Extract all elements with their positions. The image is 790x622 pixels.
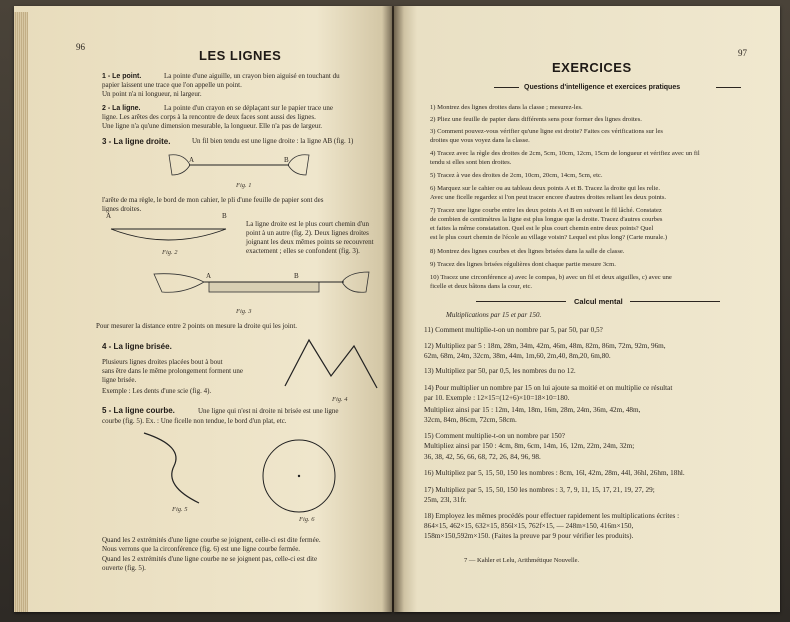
- exercise-line: 2) Pliez une feuille de papier dans différents sens pour former des lignes droites.: [430, 116, 642, 123]
- courbe-line-0: Une ligne qui n'est ni droite ni brisée est une ligne: [198, 407, 339, 415]
- open-book: [6, 6, 786, 618]
- bottom-line-2: Quand les 2 extrémités d'une ligne courbe ne se joignent pas, celle-ci est dite: [102, 555, 318, 563]
- calcul-rule-right: [630, 301, 720, 302]
- exercise-line: tendu si elles sont bien droites.: [430, 159, 512, 166]
- droite-heading: 3 - La ligne droite.: [102, 137, 171, 146]
- fig1-point-a: A: [189, 156, 195, 164]
- exercise-line: 7) Tracez une ligne courbe entre les deux points A et B en suivant le fil lâché. Constatez: [430, 207, 662, 214]
- fig2-caption: Fig. 2: [162, 249, 178, 256]
- exercise-line: 3) Comment pouvez-vous vérifier qu'une ligne est droite? Faites ces vérifications sur les: [430, 128, 664, 135]
- calcul-line: 62m, 68m, 24m, 32cm, 38m, 44m, 1m,60, 2m,40, 8m,20, 6m,80.: [424, 352, 611, 360]
- exercise-line: 8) Montrez des lignes courbes et des lignes brisées dans la salle de classe.: [430, 248, 625, 255]
- fig4-drawing: [279, 336, 379, 396]
- droite-line-1: l'arête de ma règle, le bord de mon cahier, le pli d'une feuille de papier sont des: [102, 196, 324, 204]
- fig3-drawing: [144, 268, 374, 308]
- exercise-line: 10) Tracez une circonférence a) avec le compas, b) avec un fil et deux aiguilles, c) avec une: [430, 274, 672, 281]
- page-number-left: 96: [76, 42, 85, 52]
- ligne-heading: 2 - La ligne.: [102, 105, 141, 112]
- brisee-line-1: sans être dans le même prolongement forment une: [102, 367, 243, 375]
- calcul-line: 12) Multipliez par 5 : 18m, 28m, 34m, 42m, 46m, 48m, 82m, 86m, 72m, 92m, 96m,: [424, 342, 666, 350]
- exercise-line: est le plus court chemin de l'école au village voisin? Lequel est plus long? (Carte murale.): [430, 234, 668, 241]
- exercise-line: 1) Montrez des lignes droites dans la classe ; mesurez-les.: [430, 104, 583, 111]
- exercise-line: 4) Tracez avec la règle des droites de 2cm, 5cm, 10cm, 12cm, 15cm de longueur et vérifiez avec un fil: [430, 150, 700, 157]
- courbe-heading: 5 - La ligne courbe.: [102, 406, 175, 415]
- droite-line-2: lignes droites.: [102, 205, 142, 213]
- calcul-line: 36, 38, 42, 56, 66, 68, 72, 26, 84, 96, 98.: [424, 453, 541, 461]
- calcul-rule-left: [476, 301, 566, 302]
- subtitle-rule-left: [494, 87, 519, 88]
- point-line-1: papier laissent une trace que l'on appelle un point.: [102, 81, 242, 89]
- fig3-point-a: A: [206, 272, 212, 280]
- brisee-heading: 4 - La ligne brisée.: [102, 342, 172, 351]
- ligne-line-2: Une ligne n'a qu'une dimension mesurable, la longueur. Elle n'a pas de largeur.: [102, 122, 323, 130]
- fig2-point-b: B: [222, 212, 227, 220]
- fig3-caption: Fig. 3: [236, 308, 252, 315]
- fig3-point-b: B: [294, 272, 299, 280]
- left-page: [14, 6, 392, 612]
- droite-line-0: Un fil bien tendu est une ligne droite : la ligne AB (fig. 1): [192, 137, 354, 145]
- calcul-line: 13) Multipliez par 50, par 0,5, les nombres du no 12.: [424, 367, 576, 375]
- fig2-text-0: La ligne droite est le plus court chemin d'un: [246, 220, 369, 228]
- page-edges: [14, 12, 28, 612]
- exercise-line: droites que vous voyez dans la classe.: [430, 137, 530, 144]
- point-line-2: Un point n'a ni longueur, ni largeur.: [102, 90, 202, 98]
- fig1-drawing: [164, 151, 314, 181]
- page-title: LES LIGNES: [199, 48, 282, 63]
- fig5-drawing: [124, 431, 214, 506]
- calcul-line: 864×15, 462×15, 632×15, 856l×15, 762f×15, — 248m×150, 416m×150,: [424, 522, 634, 530]
- calcul-line: 14) Pour multiplier un nombre par 15 on lui ajoute sa moitié et on multiplie ce résultat: [424, 384, 673, 392]
- calcul-line: 32cm, 84m, 86cm, 72cm, 58cm.: [424, 416, 517, 424]
- book-gutter: [382, 6, 404, 612]
- right-page: [394, 6, 780, 612]
- brisee-line-2: ligne brisée.: [102, 376, 137, 384]
- brisee-line-0: Plusieurs lignes droites placées bout à bout: [102, 358, 223, 366]
- calcul-line: 17) Multipliez par 5, 15, 50, 150 les nombres : 3, 7, 9, 11, 15, 17, 21, 19, 27, 29;: [424, 486, 655, 494]
- bottom-line-0: Quand les 2 extrémités d'une ligne courbe se joignent, celle-ci est dite fermée.: [102, 536, 321, 544]
- exercise-line: et faites la même constatation. Quel est le plus court chemin entre deux points? Quel: [430, 225, 654, 232]
- exercise-line: 6) Marquez sur le cahier ou au tableau deux points A et B. Tracez la droite qui les relie.: [430, 185, 660, 192]
- calcul-line: par 10. Exemple : 12×15=(12+6)×10=18×10=180.: [424, 394, 570, 402]
- bottom-line-3: ouverte (fig. 5).: [102, 564, 146, 572]
- page-number-right: 97: [738, 48, 747, 58]
- fig2-text-1: point à un autre (fig. 2). Deux lignes droites: [246, 229, 369, 237]
- fig5-caption: Fig. 5: [172, 506, 188, 513]
- exercises-subtitle: Questions d'intelligence et exercices pratiques: [524, 84, 681, 91]
- point-line-0: La pointe d'une aiguille, un crayon bien aiguisé en touchant du: [164, 72, 340, 80]
- fig1-point-b: B: [284, 156, 289, 164]
- courbe-line-1: courbe (fig. 5). Ex. : Une ficelle non tendue, le bord d'un plat, etc.: [102, 417, 287, 425]
- fig2-text-2: joignant les deux mêmes points se recouvrent: [246, 238, 374, 246]
- exercise-line: Avec une ficelle regardez si l'on peut tracer encore d'autres droites reliant les deux points.: [430, 194, 667, 201]
- calcul-subheading: Multiplications par 15 et par 150.: [446, 311, 542, 319]
- fig1-caption: Fig. 1: [236, 182, 252, 189]
- calcul-heading: Calcul mental: [574, 297, 623, 306]
- ligne-line-0: La pointe d'un crayon en se déplaçant sur le papier trace une: [164, 104, 333, 112]
- fig6-caption: Fig. 6: [299, 516, 315, 523]
- calcul-line: 11) Comment multiplie-t-on un nombre par 5, par 50, par 0,5?: [424, 326, 603, 334]
- exercise-line: de combien de centimètres la ligne est plus longue que la droite. Tracez d'autres courbes: [430, 216, 663, 223]
- calcul-line: 18) Employez les mêmes procédés pour effectuer rapidement les multiplications écrites :: [424, 512, 680, 520]
- calcul-line: Multipliez ainsi par 150 : 4cm, 8m, 6cm, 14m, 16, 12m, 22m, 24m, 32m;: [424, 442, 635, 450]
- fig2-text-3: exactement ; elles se confondent (fig. 3).: [246, 247, 360, 255]
- calcul-line: Multipliez ainsi par 15 : 12m, 14m, 18m, 16m, 28m, 24m, 36m, 42m, 48m,: [424, 406, 641, 414]
- fig2-point-a: A: [106, 212, 112, 220]
- exercises-title: EXERCICES: [552, 60, 632, 75]
- brisee-line-3: Exemple : Les dents d'une scie (fig. 4).: [102, 387, 212, 395]
- calcul-line: 16) Multipliez par 5, 15, 50, 150 les nombres : 8cm, 16l, 42m, 28m, 44l, 36hl, 26hm, 18hl.: [424, 469, 685, 477]
- fig4-caption: Fig. 4: [332, 396, 348, 403]
- bottom-line-1: Nous verrons que la circonférence (fig. 6) est une ligne courbe fermée.: [102, 545, 301, 553]
- fig2-drawing: [106, 221, 236, 246]
- fig6-drawing: [254, 436, 344, 516]
- exercise-line: 5) Tracez à vue des droites de 2cm, 10cm, 20cm, 14cm, 5cm, etc.: [430, 172, 603, 179]
- exercise-line: 9) Tracez des lignes brisées régulières dont chaque partie mesure 3cm.: [430, 261, 616, 268]
- calcul-line: 25m, 23l, 31fr.: [424, 496, 467, 504]
- calcul-line: 15) Comment multiplie-t-on un nombre par 150?: [424, 432, 565, 440]
- exercise-line: ficelle et deux bâtons dans la cour, etc.: [430, 283, 533, 290]
- mesure-line: Pour mesurer la distance entre 2 points on mesure la droite qui les joint.: [96, 322, 298, 330]
- calcul-line: 158m×150,592m×150. (Faites la preuve par 9 pour vérifier les produits).: [424, 532, 634, 540]
- page-footer: 7 — Kahler et Lelu, Arithmétique Nouvelle.: [464, 557, 580, 564]
- subtitle-rule-right: [716, 87, 741, 88]
- point-heading: 1 - Le point.: [102, 73, 142, 80]
- ligne-line-1: ligne. Les arêtes des corps à la rencontre de deux faces sont aussi des lignes.: [102, 113, 316, 121]
